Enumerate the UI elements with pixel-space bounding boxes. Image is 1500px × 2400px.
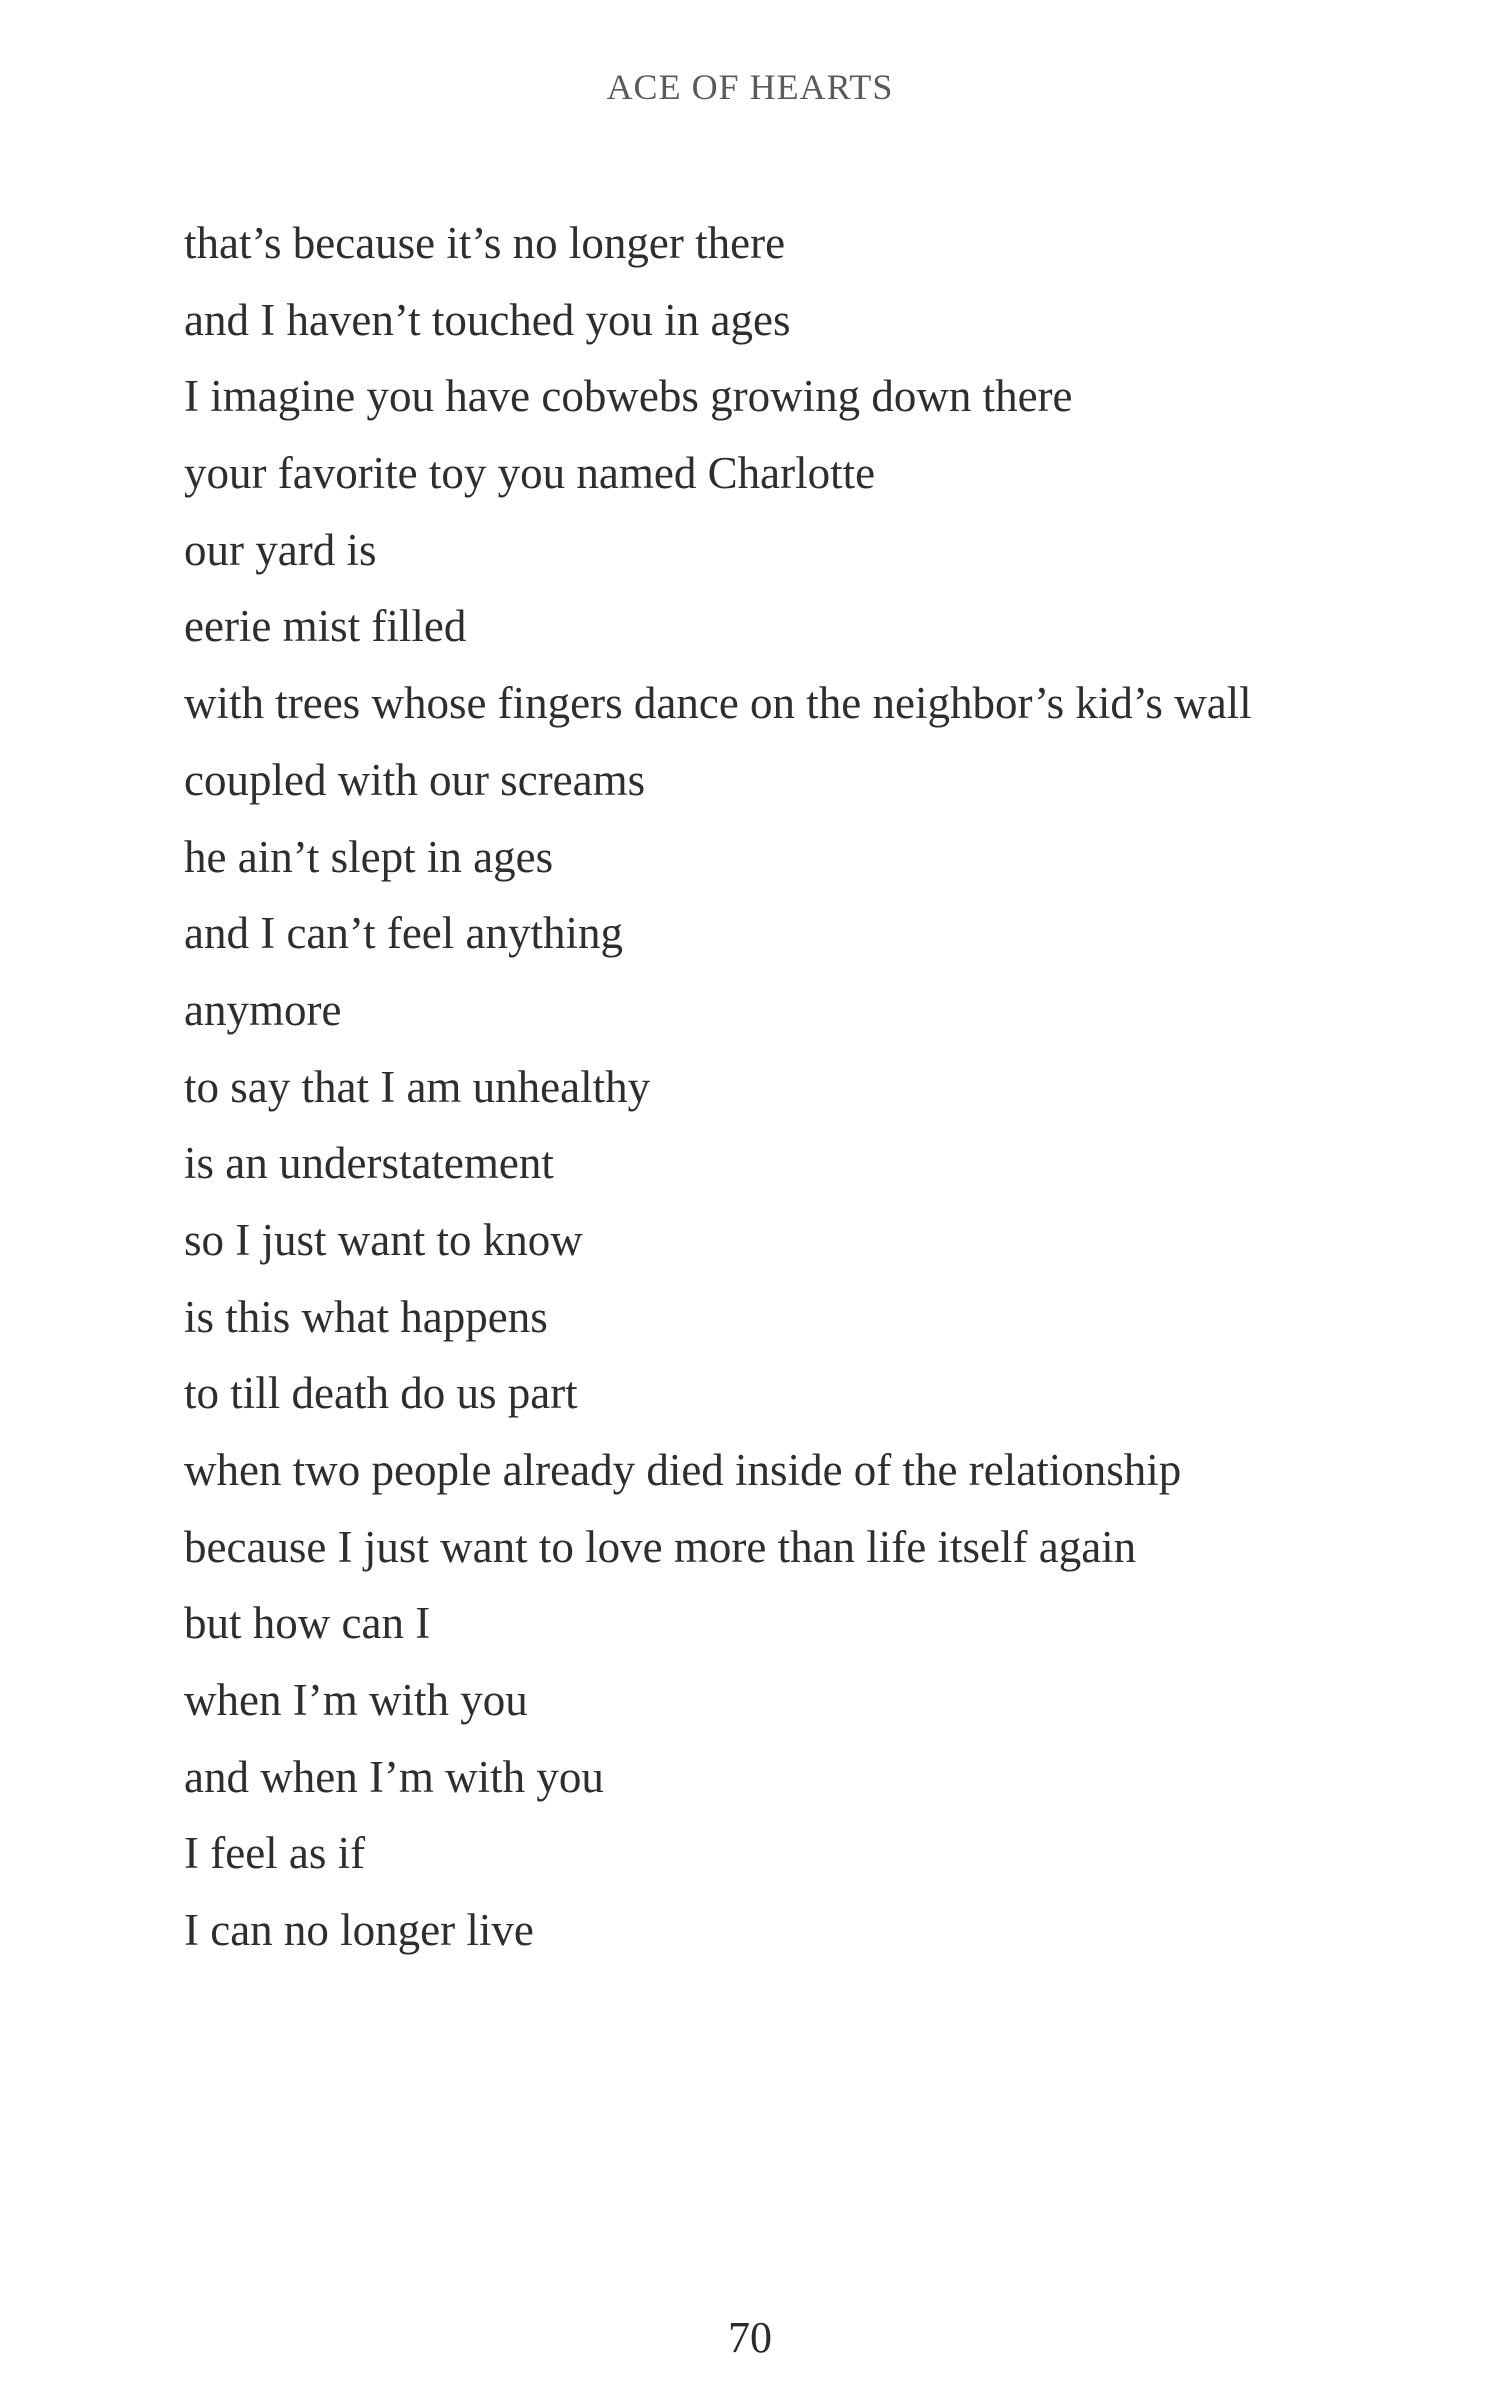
page-number: 70 [728,2313,772,2362]
poem-line: when I’m with you [184,1675,528,1726]
poem-line: that’s because it’s no longer there [184,218,786,268]
poem-line: I imagine you have cobwebs growing down there [184,371,1073,422]
poem-line: and I haven’t touched you in ages [184,294,791,345]
poem-line: I feel as if [184,1828,366,1879]
poem-line: I can no longer live [184,1905,534,1956]
poem-line: but how can I [184,1598,431,1649]
poem-line: and when I’m with you [184,1751,604,1802]
poem-line: is this what happens [184,1291,548,1342]
poem-line: your favorite toy you named Charlotte [184,448,876,499]
poem-line: he ain’t slept in ages [184,831,554,882]
poem-line: coupled with our screams [184,754,646,805]
poem-line: to say that I am unhealthy [184,1061,651,1112]
poem-line: is an understatement [184,1138,554,1189]
poem-line: anymore [184,984,342,1035]
poem-line: when two people already died inside of the relationship [184,1445,1182,1495]
running-header-title: ACE OF HEARTS [606,67,894,107]
poem-body [184,218,1344,1986]
poem-line: our yard is [184,524,377,575]
poem-line: so I just want to know [184,1214,583,1265]
poem-line: and I can’t feel anything [184,908,623,959]
poem-line: with trees whose fingers dance on the neighbor’s kid’s wall [184,678,1252,729]
poem-line: because I just want to love more than life itself again [184,1521,1137,1572]
poem-line: to till death do us part [184,1368,578,1419]
poem-line: eerie mist filled [184,601,467,652]
